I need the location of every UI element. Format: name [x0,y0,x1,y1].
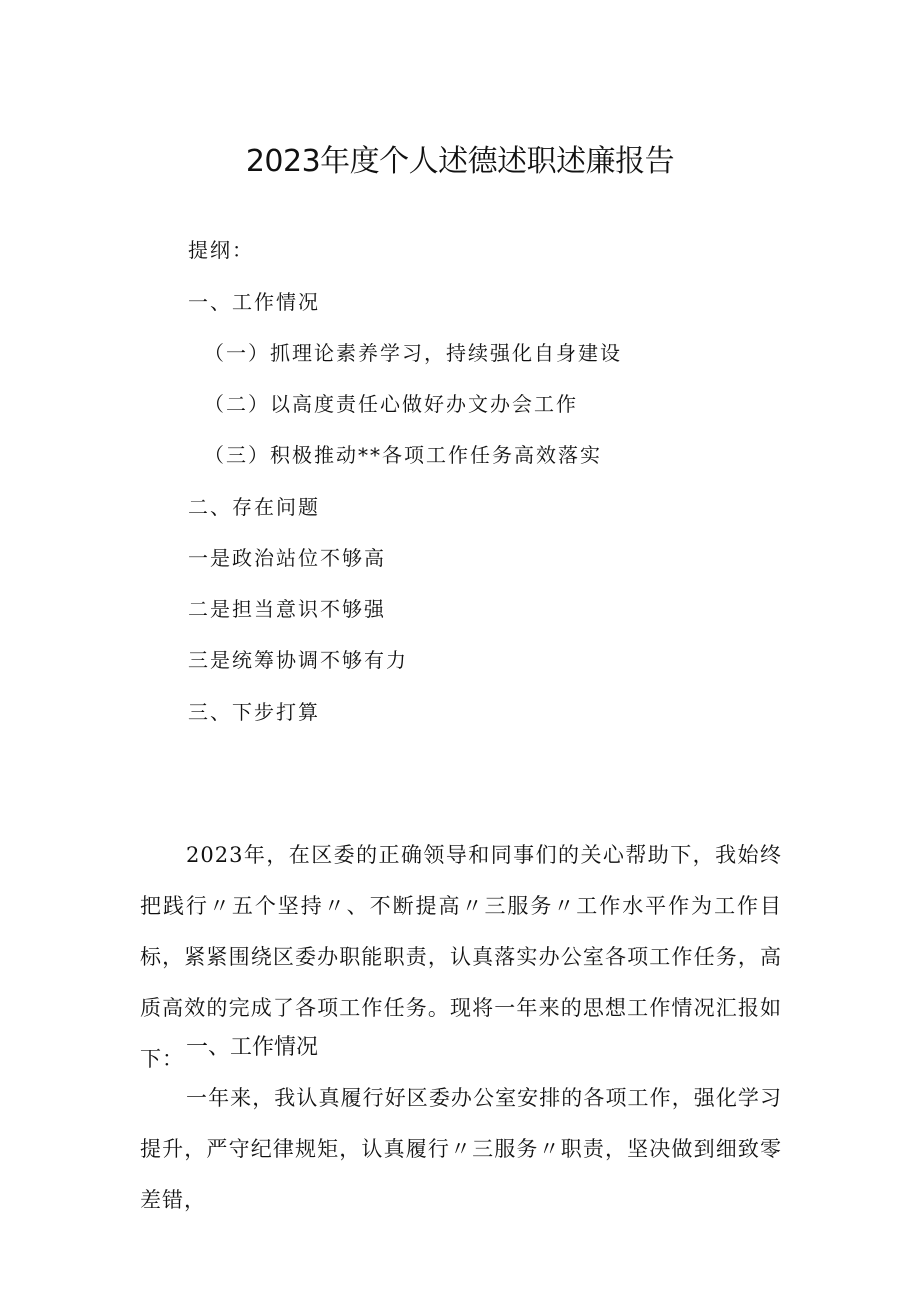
section-heading: 一、工作情况 [186,1035,319,1060]
document-title: 2023年度个人述德述职述廉报告 [245,144,675,179]
intro-paragraph: 2023年，在区委的正确领导和同事们的关心帮助下，我始终把践行〃五个坚持〃、不断提高〃三服务〃工作水平作为工作目标，紧紧围绕区委办职能职责，认真落实办公室各项工作任务，高质高效的完成了各项工作任务。现将一年来的思想工作情况汇报如下： [140,843,782,1071]
outline-label: 提纲： [188,238,254,262]
outline-item: （三）积极推动**各项工作任务高效落实 [204,443,602,467]
outline-item: 一、工作情况 [188,290,320,314]
body-paragraph: 一年来，我认真履行好区委办公室安排的各项工作，强化学习提升，严守纪律规矩，认真履行〃三服务〃职责，坚决做到细致零差错， [140,1086,782,1212]
outline-item: 三是统筹协调不够有力 [188,648,408,672]
outline-item: 一是政治站位不够高 [188,546,386,570]
outline-item: 二是担当意识不够强 [188,597,386,621]
outline-item: 三、下步打算 [188,700,320,724]
outline-item: （二）以高度责任心做好办文办会工作 [204,392,578,416]
outline-item: （一）抓理论素养学习，持续强化自身建设 [204,341,622,365]
outline-item: 二、存在问题 [188,495,320,519]
